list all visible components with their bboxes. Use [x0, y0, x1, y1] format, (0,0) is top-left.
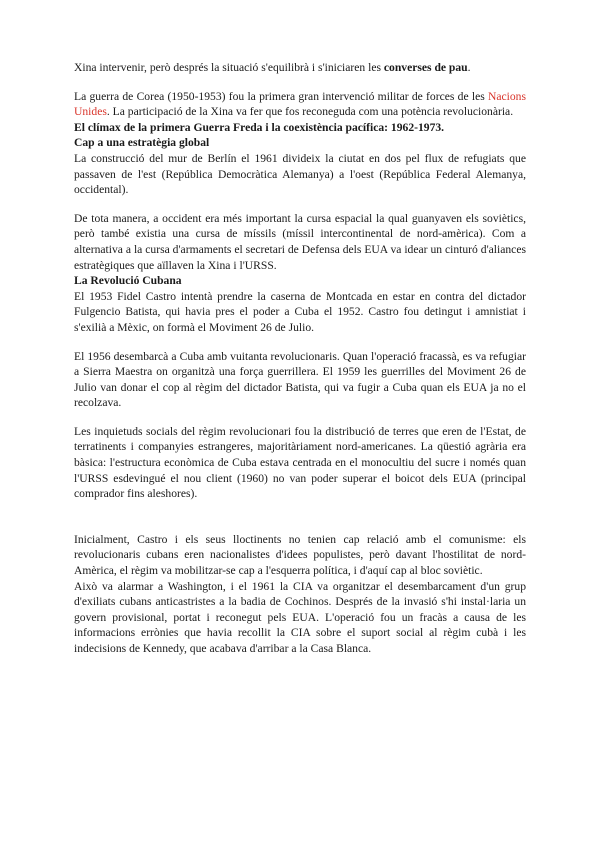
- paragraph-text-end: .: [467, 61, 471, 74]
- paragraph-bay-of-pigs: Això va alarmar a Washington, i el 1961 la CIA va organitzar el desembarcament d'un grup d'exiliats cubans anticastristes a la badia de Cochinos. Després de la invasió s'hi instal·laria un govern provisional, portat i reconegut pels EUA. L'operació fou un fracàs a causa de les informacions errònies que havia recollit la CIA sobre el suport social al règim cubà i les indecisions de Kennedy, que acabava d'arribar a la Casa Blanca.: [74, 579, 526, 655]
- section-heading-cuban-revolution: La Revolució Cubana: [74, 274, 182, 288]
- paragraph-castro-1953: El 1953 Fidel Castro intentà prendre la caserna de Montcada en estar en contra del dictador Fulgencio Batista, qui havia pres el poder a Cuba el 1952. Castro fou detingut i amnistiat i s'exilià a Mèxic, on formà el Moviment 26 de Julio.: [74, 289, 526, 334]
- paragraph-social-reforms: Les inquietuds socials del règim revolucionari fou la distribució de terres que eren de l'Estat, de terratinents i companyies estrangeres, majoritàriament nord-americanes. La qüestió agrària era bàsica: l'estructura econòmica de Cuba estava centrada en el monocultiu del sucre i només quan l'URSS esdevingué el nou client (1960) no van poder superar el boicot dels EUA (principal comprador fins aleshores).: [74, 424, 526, 501]
- paragraph-communism-shift: Inicialment, Castro i els seus lloctinents no tenien cap relació amb el comunisme: els revolucionaris cubans eren nacionalistes d'idees populistes, però davant l'hostilitat de nord-Amèrica, el règim va mobilitzar-se cap a l'esquerra política, i d'aquí cap al bloc soviètic.: [74, 532, 526, 578]
- paragraph-peace-talks: [74, 60, 526, 76]
- document-page: [74, 60, 526, 657]
- section-heading-cold-war-climax: El clímax de la primera Guerra Freda i la coexistència pacífica: 1962-1973.: [74, 120, 445, 134]
- hyperlink-united-nations[interactable]: Nacions Unides: [74, 89, 526, 119]
- paragraph-berlin-wall: La construcció del mur de Berlín el 1961 divideix la ciutat en dos pel flux de refugiats que passaven de l'est (República Democràtica Alemanya) a l'oest (República Federal Alemanya, occidental).: [74, 151, 526, 197]
- bold-phrase: converses de pau: [383, 61, 468, 74]
- subheading-global-strategy: Cap a una estratègia global: [74, 136, 210, 150]
- paragraph-text-end: . La participació de la Xina va fer que fos reconeguda com una potència revolucionària.: [106, 105, 514, 119]
- paragraph-korea-war: [74, 89, 526, 120]
- paragraph-castro-1956: El 1956 desembarcà a Cuba amb vuitanta revolucionaris. Quan l'operació fracassà, es va refugiar a Sierra Maestra on organitzà una força guerrillera. El 1959 les guerrilles del Moviment 26 de Julio van donar el cop al règim del dictador Batista, qui va fugir a Cuba quan els EUA ja no el recolzava.: [74, 349, 526, 410]
- paragraph-text: Xina intervenir, però després la situació s'equilibrà i s'iniciaren les: [74, 61, 384, 74]
- paragraph-text: La guerra de Corea (1950-1953) fou la primera gran intervenció militar de forces de les: [74, 89, 488, 103]
- paragraph-arms-race: De tota manera, a occident era més important la cursa espacial la qual guanyaven els soviètics, però també existia una cursa de míssils (míssil intercontinental de nord-amèrica). Com a alternativa a la cursa d'armaments el secretari de Defensa dels EUA va idear un cinturó d'aliances estratègiques que aïllaven la Xina i l'URSS.: [74, 211, 526, 272]
